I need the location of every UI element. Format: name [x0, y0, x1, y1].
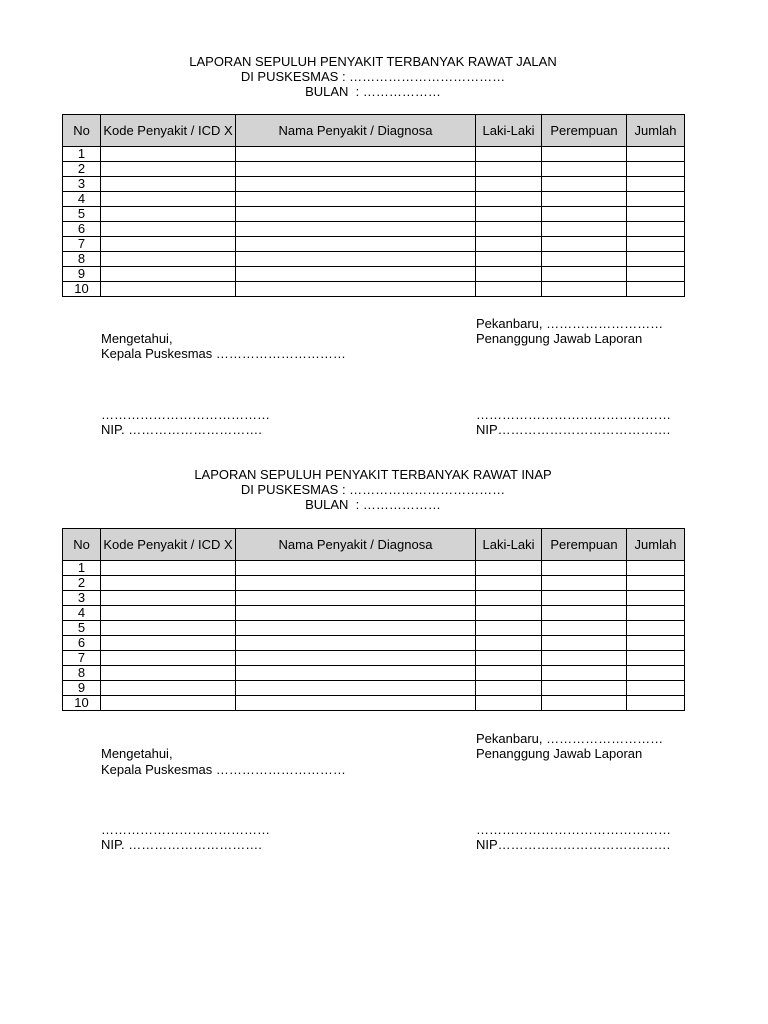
penanggung-jawab-label: Penanggung Jawab Laporan [476, 746, 643, 761]
jumlah-cell [627, 252, 685, 267]
laki-laki-cell [476, 237, 542, 252]
table-row [63, 666, 685, 681]
mengetahui-label: Mengetahui, [101, 746, 173, 761]
nama-penyakit-cell [236, 666, 476, 681]
kode-penyakit-cell [101, 207, 236, 222]
jumlah-cell [627, 576, 685, 591]
laki-laki-cell [476, 576, 542, 591]
row-number: 6 [63, 222, 101, 237]
row-number: 6 [63, 636, 101, 651]
nama-penyakit-cell [236, 576, 476, 591]
table-row [63, 576, 685, 591]
table-row [63, 591, 685, 606]
kode-penyakit-cell [101, 681, 236, 696]
nama-penyakit-cell [236, 237, 476, 252]
jumlah-cell [627, 282, 685, 297]
perempuan-cell [542, 147, 627, 162]
perempuan-cell [542, 177, 627, 192]
laki-laki-cell [476, 696, 542, 711]
jumlah-cell [627, 591, 685, 606]
table-header-row [63, 529, 685, 561]
signature-line-left: ………………………………… [101, 822, 270, 837]
table-row [63, 147, 685, 162]
perempuan-cell [542, 576, 627, 591]
perempuan-cell [542, 561, 627, 576]
kode-penyakit-cell [101, 282, 236, 297]
table-row [63, 696, 685, 711]
table-row [63, 207, 685, 222]
jumlah-cell [627, 207, 685, 222]
row-number: 8 [63, 666, 101, 681]
nip-right: NIP…………………………………. [476, 837, 671, 852]
table-row [63, 237, 685, 252]
nama-penyakit-cell [236, 207, 476, 222]
laki-laki-cell [476, 147, 542, 162]
nama-penyakit-cell [236, 222, 476, 237]
perempuan-cell [542, 606, 627, 621]
nama-penyakit-cell [236, 192, 476, 207]
header-jumlah: Jumlah [627, 115, 685, 147]
perempuan-cell [542, 162, 627, 177]
kode-penyakit-cell [101, 621, 236, 636]
row-number: 7 [63, 651, 101, 666]
perempuan-cell [542, 222, 627, 237]
table-row [63, 681, 685, 696]
jumlah-cell [627, 696, 685, 711]
jumlah-cell [627, 177, 685, 192]
place-date: Pekanbaru, ……………………… [476, 731, 664, 746]
row-number: 5 [63, 207, 101, 222]
laki-laki-cell [476, 591, 542, 606]
nama-penyakit-cell [236, 162, 476, 177]
jumlah-cell [627, 162, 685, 177]
header-nama-penyakit: Nama Penyakit / Diagnosa [236, 529, 476, 561]
laki-laki-cell [476, 252, 542, 267]
nama-penyakit-cell [236, 621, 476, 636]
laki-laki-cell [476, 177, 542, 192]
table-row [63, 621, 685, 636]
row-number: 7 [63, 237, 101, 252]
laki-laki-cell [476, 651, 542, 666]
table-row [63, 561, 685, 576]
table-body [63, 147, 685, 297]
bulan-line: BULAN : ……………… [305, 497, 441, 512]
nip-left: NIP. …………………………. [101, 837, 262, 852]
header-jumlah: Jumlah [627, 529, 685, 561]
report-title: LAPORAN SEPULUH PENYAKIT TERBANYAK RAWAT INAP [194, 467, 552, 482]
table-row [63, 267, 685, 282]
nip-right: NIP…………………………………. [476, 422, 671, 437]
perempuan-cell [542, 696, 627, 711]
puskesmas-line: DI PUSKESMAS : ……………………………… [240, 482, 506, 497]
row-number: 1 [63, 147, 101, 162]
jumlah-cell [627, 237, 685, 252]
kode-penyakit-cell [101, 591, 236, 606]
nama-penyakit-cell [236, 681, 476, 696]
nama-penyakit-cell [236, 651, 476, 666]
perempuan-cell [542, 666, 627, 681]
jumlah-cell [627, 222, 685, 237]
perempuan-cell [542, 651, 627, 666]
kode-penyakit-cell [101, 192, 236, 207]
table-row [63, 606, 685, 621]
header-no: No [63, 115, 101, 147]
header-perempuan: Perempuan [542, 115, 627, 147]
nip-left: NIP. …………………………. [101, 422, 262, 437]
row-number: 4 [63, 192, 101, 207]
jumlah-cell [627, 561, 685, 576]
jumlah-cell [627, 147, 685, 162]
jumlah-cell [627, 636, 685, 651]
row-number: 1 [63, 561, 101, 576]
laki-laki-cell [476, 192, 542, 207]
mengetahui-label: Mengetahui, [101, 331, 173, 346]
penanggung-jawab-label: Penanggung Jawab Laporan [476, 331, 643, 346]
perempuan-cell [542, 282, 627, 297]
laki-laki-cell [476, 222, 542, 237]
puskesmas-line: DI PUSKESMAS : ……………………………… [240, 69, 506, 84]
table-row [63, 222, 685, 237]
nama-penyakit-cell [236, 267, 476, 282]
nama-penyakit-cell [236, 696, 476, 711]
laki-laki-cell [476, 681, 542, 696]
laki-laki-cell [476, 666, 542, 681]
header-laki-laki: Laki-Laki [476, 115, 542, 147]
nama-penyakit-cell [236, 591, 476, 606]
kepala-puskesmas-label: Kepala Puskesmas ………………………… [101, 346, 346, 361]
perempuan-cell [542, 237, 627, 252]
jumlah-cell [627, 192, 685, 207]
perempuan-cell [542, 681, 627, 696]
header-no: No [63, 529, 101, 561]
laki-laki-cell [476, 267, 542, 282]
laki-laki-cell [476, 606, 542, 621]
kode-penyakit-cell [101, 222, 236, 237]
jumlah-cell [627, 666, 685, 681]
row-number: 10 [63, 282, 101, 297]
row-number: 5 [63, 621, 101, 636]
nama-penyakit-cell [236, 606, 476, 621]
kode-penyakit-cell [101, 267, 236, 282]
header-laki-laki: Laki-Laki [476, 529, 542, 561]
table-header-row [63, 115, 685, 147]
jumlah-cell [627, 651, 685, 666]
kode-penyakit-cell [101, 606, 236, 621]
row-number: 3 [63, 177, 101, 192]
kepala-puskesmas-label: Kepala Puskesmas ………………………… [101, 762, 346, 777]
header-kode-penyakit: Kode Penyakit / ICD X [101, 529, 236, 561]
kode-penyakit-cell [101, 177, 236, 192]
nama-penyakit-cell [236, 252, 476, 267]
header-perempuan: Perempuan [542, 529, 627, 561]
perempuan-cell [542, 267, 627, 282]
signature-line-right: ……………………………………… [476, 822, 671, 837]
table-row [63, 651, 685, 666]
kode-penyakit-cell [101, 666, 236, 681]
row-number: 4 [63, 606, 101, 621]
laki-laki-cell [476, 162, 542, 177]
laki-laki-cell [476, 561, 542, 576]
signature-line-right: ……………………………………… [476, 407, 671, 422]
table-body [63, 561, 685, 711]
laki-laki-cell [476, 207, 542, 222]
table-row [63, 192, 685, 207]
perempuan-cell [542, 207, 627, 222]
row-number: 2 [63, 162, 101, 177]
signature-line-left: ………………………………… [101, 407, 270, 422]
nama-penyakit-cell [236, 636, 476, 651]
kode-penyakit-cell [101, 636, 236, 651]
report-title: LAPORAN SEPULUH PENYAKIT TERBANYAK RAWAT JALAN [189, 54, 557, 69]
kode-penyakit-cell [101, 561, 236, 576]
jumlah-cell [627, 621, 685, 636]
kode-penyakit-cell [101, 576, 236, 591]
row-number: 9 [63, 681, 101, 696]
kode-penyakit-cell [101, 162, 236, 177]
kode-penyakit-cell [101, 696, 236, 711]
jumlah-cell [627, 267, 685, 282]
row-number: 9 [63, 267, 101, 282]
disease-table [62, 114, 685, 297]
place-date: Pekanbaru, ……………………… [476, 316, 664, 331]
report-heading [0, 467, 746, 512]
jumlah-cell [627, 681, 685, 696]
laki-laki-cell [476, 636, 542, 651]
nama-penyakit-cell [236, 282, 476, 297]
header-kode-penyakit: Kode Penyakit / ICD X [101, 115, 236, 147]
nama-penyakit-cell [236, 147, 476, 162]
table-row [63, 282, 685, 297]
kode-penyakit-cell [101, 237, 236, 252]
table-row [63, 636, 685, 651]
laki-laki-cell [476, 621, 542, 636]
laki-laki-cell [476, 282, 542, 297]
bulan-line: BULAN : ……………… [305, 84, 441, 99]
perempuan-cell [542, 192, 627, 207]
jumlah-cell [627, 606, 685, 621]
row-number: 3 [63, 591, 101, 606]
perempuan-cell [542, 621, 627, 636]
perempuan-cell [542, 636, 627, 651]
perempuan-cell [542, 252, 627, 267]
kode-penyakit-cell [101, 147, 236, 162]
nama-penyakit-cell [236, 177, 476, 192]
row-number: 8 [63, 252, 101, 267]
header-nama-penyakit: Nama Penyakit / Diagnosa [236, 115, 476, 147]
row-number: 10 [63, 696, 101, 711]
table-row [63, 252, 685, 267]
report-heading [0, 54, 746, 99]
row-number: 2 [63, 576, 101, 591]
nama-penyakit-cell [236, 561, 476, 576]
disease-table [62, 528, 685, 711]
kode-penyakit-cell [101, 252, 236, 267]
kode-penyakit-cell [101, 651, 236, 666]
table-row [63, 177, 685, 192]
table-row [63, 162, 685, 177]
perempuan-cell [542, 591, 627, 606]
